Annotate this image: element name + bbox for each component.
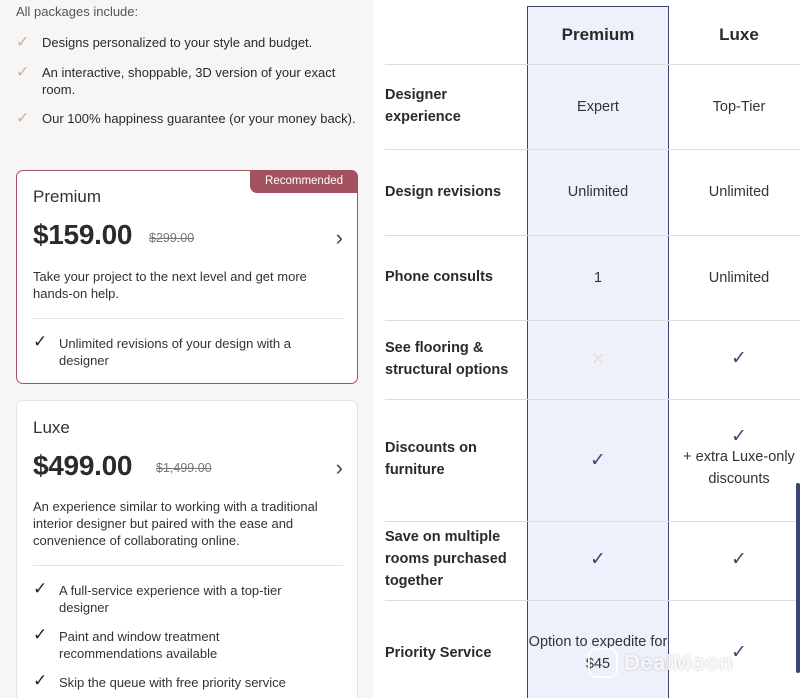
comparison-table [373,0,800,698]
feature-text: Unlimited revisions of your design with a designer [59,336,291,368]
premium-cell: Expert [577,99,619,115]
include-item [16,64,356,98]
check-icon: ✓ [33,671,48,690]
feature-text: Skip the queue with free priority service [59,675,286,690]
package-old-price: $299.00 [149,231,195,245]
row-label: Phone consults [385,269,493,285]
package-feature [33,625,323,662]
cross-icon: ✕ [590,349,606,369]
check-icon: ✓ [16,64,30,81]
feature-text: Paint and window treatment recommendations available [59,629,220,661]
row-label: Priority Service [385,645,492,661]
package-selection-panel [0,0,373,698]
include-item [16,34,312,51]
recommended-badge: Recommended [250,170,358,193]
package-name: Luxe [33,418,70,437]
package-price: $499.00 [33,450,133,481]
package-price: $159.00 [33,219,133,250]
include-item-text: Our 100% happiness guarantee (or your money back). [42,111,356,126]
row-divider [385,399,800,400]
check-icon: ✓ [16,110,30,127]
chevron-right-icon[interactable]: › [335,225,343,250]
package-feature [33,332,323,369]
check-icon: ✓ [33,332,48,351]
watermark-logo-icon [588,648,618,678]
row-label: Designer experience [385,87,461,125]
row-divider [385,600,800,601]
luxe-cell: Unlimited [708,184,770,200]
includes-title: All packages include: [16,4,139,19]
watermark-text: DealMoon [624,650,734,675]
package-feature [33,579,303,616]
check-icon: ✓ [33,579,48,598]
row-label: Save on multiple rooms purchased together [385,529,507,589]
column-header-luxe: Luxe [719,25,759,44]
premium-cell: Option to expedite for $45 [528,634,668,672]
row-label: See flooring & structural options [385,340,509,378]
check-icon: ✓ [731,426,747,447]
luxe-cell: + extra Luxe-only discounts [683,449,795,487]
package-old-price: $1,499.00 [156,461,212,475]
feature-text: A full-service experience with a top-tier designer [59,583,282,615]
row-divider [385,320,800,321]
scroll-indicator[interactable] [796,483,800,673]
row-divider [385,64,800,65]
premium-cell: 1 [593,270,603,286]
package-description: An experience similar to working with a traditional interior designer but paired with the ease and convenience of collaborating online. [33,499,318,548]
check-icon: ✓ [590,450,606,471]
check-icon: ✓ [731,549,747,570]
row-label: Discounts on furniture [385,440,477,478]
check-icon: ✓ [731,348,747,369]
row-divider [385,521,800,522]
column-header-premium: Premium [561,25,635,44]
check-icon: ✓ [731,642,747,663]
divider [33,318,343,319]
row-label: Design revisions [385,184,502,200]
check-icon: ✓ [16,34,30,51]
include-item-text: An interactive, shoppable, 3D version of your exact room. [42,65,336,97]
package-feature [33,671,343,691]
row-divider [385,149,800,150]
divider [33,565,343,566]
premium-cell: Unlimited [567,184,629,200]
package-name: Premium [33,187,102,206]
include-item-text: Designs personalized to your style and budget. [42,35,313,50]
row-divider [385,235,800,236]
premium-package-card[interactable] [16,170,358,384]
check-icon: ✓ [33,625,48,644]
chevron-right-icon[interactable]: › [335,455,343,480]
luxe-package-card[interactable] [16,400,358,698]
luxe-cell: Top-Tier [712,99,766,115]
check-icon: ✓ [590,549,606,570]
include-item [16,110,356,127]
package-description: Take your project to the next level and get more hands-on help. [33,269,307,301]
luxe-cell: Unlimited [708,270,770,286]
